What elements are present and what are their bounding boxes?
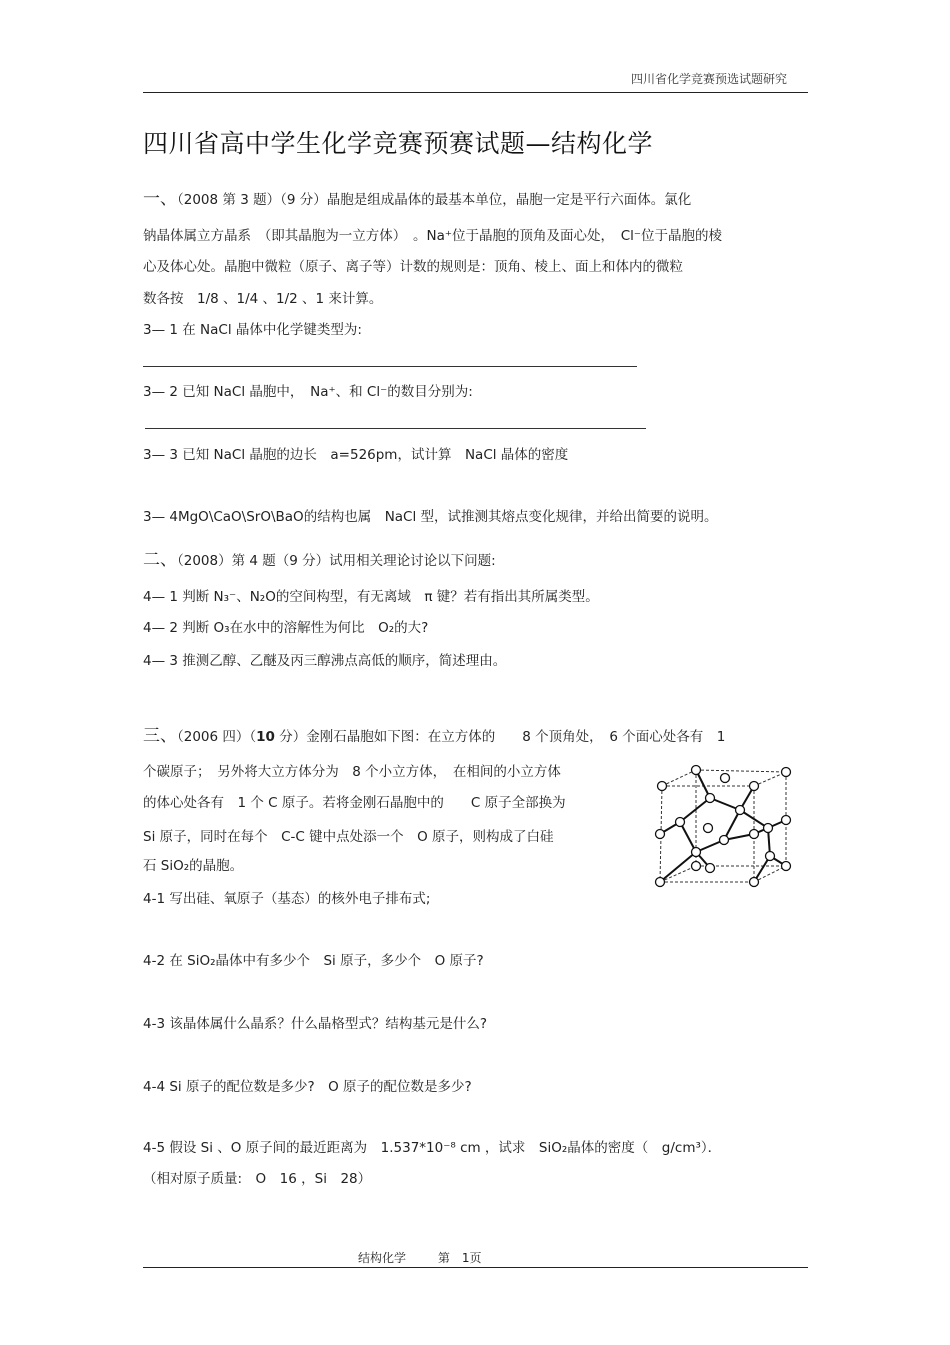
question-sio2-4-4: 4-4 Si 原子的配位数是多少? O 原子的配位数是多少?: [143, 1079, 472, 1095]
answer-blank-3-2: [145, 428, 646, 429]
section3-intro-post: 分）金刚石晶胞如下图：在立方体的 8 个顶角处， 6 个面心处各有 1: [274, 729, 726, 745]
section3-text-1: 个碳原子； 另外将大立方体分为 8 个小立方体， 在相间的小立方体: [143, 764, 561, 780]
section3-text-4: 石 SiO₂的晶胞。: [143, 858, 244, 874]
section2-intro-line: [143, 545, 496, 570]
section2-marker: 二、: [143, 550, 177, 570]
question-4-2: 4— 2 判断 O₃在水中的溶解性为何比 O₂的大?: [143, 620, 429, 636]
section3-intro-line: [143, 721, 725, 746]
question-sio2-4-1: 4-1 写出硅、氧原子（基态）的核外电子排布式;: [143, 891, 431, 907]
diamond-unit-cell-diagram: [648, 760, 796, 890]
footer-rule: [143, 1267, 808, 1268]
running-header: 四川省化学竞赛预选试题研究: [630, 72, 787, 86]
footer-subject: 结构化学: [358, 1251, 407, 1265]
section1-marker: 一、: [143, 189, 177, 209]
section1-text-4: 数各按 1/8 、1/4 、1/2 、1 来计算。: [143, 291, 383, 307]
section1-text-3: 心及体心处。晶胞中微粒（原子、离子等）计数的规则是：顶角、棱上、面上和体内的微粒: [143, 259, 683, 275]
section2-intro: （2008）第 4 题（9 分）试用相关理论讨论以下问题:: [177, 553, 496, 569]
answer-blank-3-1: [143, 366, 637, 367]
section3-text-2: 的体心处各有 1 个 C 原子。若将金刚石晶胞中的 C 原子全部换为: [143, 795, 566, 811]
section1-text-1: （2008 第 3 题）（9 分）晶胞是组成晶体的最基本单位，晶胞一定是平行六面体。氯化: [177, 192, 692, 208]
section1-text-2: 钠晶体属立方晶系 （即其晶胞为一立方体） 。Na⁺位于晶胞的顶角及面心处， Cl⁻位于晶胞的棱: [143, 228, 723, 244]
header-rule: [143, 92, 808, 93]
section3-text-3: Si 原子，同时在每个 C-C 键中点处添一个 O 原子，则构成了白硅: [143, 829, 554, 845]
question-3-4: 3— 4MgO\CaO\SrO\BaO的结构也属 NaCl 型，试推测其熔点变化规律，并给出简要的说明。: [143, 509, 718, 525]
page-footer: [358, 1249, 481, 1266]
section3-intro-score: 10: [256, 729, 275, 745]
question-4-3: 4— 3 推测乙醇、乙醚及丙三醇沸点高低的顺序，简述理由。: [143, 653, 507, 669]
page-number: 第 1页: [437, 1251, 482, 1265]
section1-line-1: [143, 184, 691, 209]
section3-marker: 三、: [143, 726, 177, 746]
question-3-2: 3— 2 已知 NaCl 晶胞中， Na⁺、和 Cl⁻的数目分别为:: [143, 384, 473, 400]
question-4-1: 4— 1 判断 N₃⁻、N₂O的空间构型，有无离域 π 键？若有指出其所属类型。: [143, 589, 599, 605]
question-sio2-4-2: 4-2 在 SiO₂晶体中有多少个 Si 原子，多少个 O 原子?: [143, 953, 484, 969]
atomic-mass-note: （相对原子质量: O 16 ，Si 28）: [143, 1171, 372, 1187]
question-sio2-4-3: 4-3 该晶体属什么晶系？什么晶格型式？结构基元是什么?: [143, 1016, 488, 1032]
question-3-1: 3— 1 在 NaCl 晶体中化学键类型为:: [143, 322, 362, 338]
question-3-3: 3— 3 已知 NaCl 晶胞的边长 a=526pm，试计算 NaCl 晶体的密度: [143, 447, 569, 463]
section3-intro-pre: （2006 四）（: [177, 729, 257, 745]
question-sio2-4-5: 4-5 假设 Si 、O 原子间的最近距离为 1.537*10⁻⁸ cm ，试求 SiO₂晶体的密度（ g/cm³）．: [143, 1140, 722, 1156]
page-title: 四川省高中学生化学竞赛预赛试题—结构化学: [143, 129, 654, 158]
